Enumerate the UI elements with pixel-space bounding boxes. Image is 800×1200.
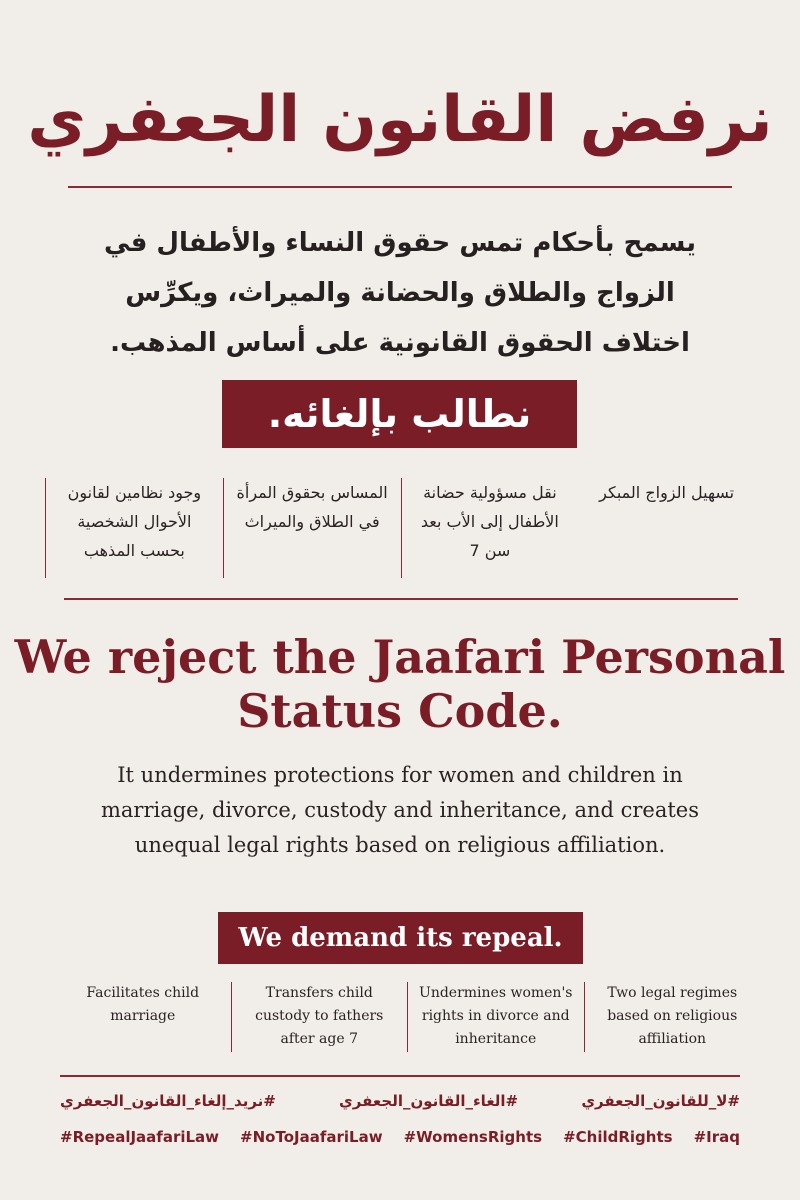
arabic-points [45,478,755,578]
english-hashtags [60,1128,740,1146]
english-point: Undermines women's rights in divorce and inheritance [408,982,585,1052]
arabic-title: نرفض القانون الجعفري [27,83,773,157]
hashtag[interactable]: #Iraq [693,1128,740,1146]
arabic-point: نقل مسؤولية حضانة الأطفال إلى الأب بعد سن 7 [401,478,579,578]
divider-top [68,186,732,188]
hashtag[interactable]: #لا_للقانون_الجعفري [581,1092,740,1110]
hashtag[interactable]: #RepealJaafariLaw [60,1128,220,1146]
hashtag[interactable]: #NoToJaafariLaw [240,1128,383,1146]
arabic-demand-banner: نطالب بإلغائه. [222,380,577,448]
english-title: We reject the Jaafari Personal Status Code. [14,630,786,738]
hashtag[interactable]: #الغاء_القانون_الجعفري [339,1092,519,1110]
english-demand-banner: We demand its repeal. [218,912,583,964]
arabic-point: وجود نظامين لقانون الأحوال الشخصية بحسب المذهب [45,478,223,578]
hashtag[interactable]: #ChildRights [563,1128,673,1146]
arabic-hashtags [60,1092,740,1110]
english-body: It undermines protections for women and children in marriage, divorce, custody and inheritance, and creates unequal legal rights based on religious affiliation. [100,763,700,857]
divider-bottom [60,1075,740,1077]
arabic-point: تسهيل الزواج المبكر [599,483,735,502]
divider-middle [64,598,738,600]
hashtag[interactable]: #WomensRights [403,1128,543,1146]
english-point: Two legal regimes based on religious affiliation [607,985,738,1047]
english-points [55,982,760,1052]
arabic-body: يسمح بأحكام تمس حقوق النساء والأطفال في الزواج والطلاق والحضانة والميراث، ويكرِّس اختلاف الحقوق القانونية على أساس المذهب. [104,228,696,358]
english-point: Transfers child custody to fathers after age 7 [232,982,409,1052]
arabic-point: المساس بحقوق المرأة في الطلاق والميراث [223,478,401,578]
english-point: Facilitates child marriage [55,982,232,1052]
hashtag[interactable]: #نريد_إلغاء_القانون_الجعفري [60,1092,276,1110]
